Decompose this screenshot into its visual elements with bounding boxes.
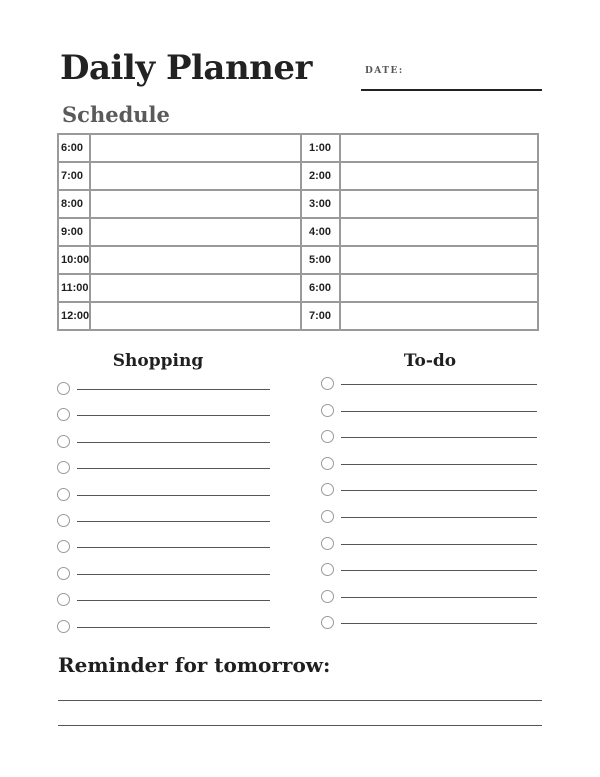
schedule-cell-left[interactable] (91, 247, 300, 273)
shopping-line[interactable] (77, 415, 270, 416)
checkbox-circle-icon[interactable] (57, 408, 70, 421)
schedule-cell-right[interactable] (341, 191, 537, 217)
schedule-time-left: 12:00 (61, 310, 90, 322)
shopping-line[interactable] (77, 600, 270, 601)
checkbox-circle-icon[interactable] (57, 540, 70, 553)
schedule-time-left: 9:00 (61, 226, 84, 238)
schedule-cell-right[interactable] (341, 135, 537, 161)
checkbox-circle-icon[interactable] (321, 590, 334, 603)
checkbox-circle-icon[interactable] (321, 563, 334, 576)
checkbox-circle-icon[interactable] (57, 461, 70, 474)
checkbox-circle-icon[interactable] (321, 537, 334, 550)
todo-line[interactable] (341, 384, 537, 385)
schedule-time-right: 7:00 (309, 310, 332, 322)
todo-item[interactable] (321, 430, 537, 446)
schedule-time-left: 11:00 (61, 282, 89, 294)
reminder-line[interactable] (58, 725, 542, 726)
shopping-line[interactable] (77, 547, 270, 548)
reminder-title: Reminder for tomorrow: (58, 653, 331, 677)
checkbox-circle-icon[interactable] (321, 457, 334, 470)
checkbox-circle-icon[interactable] (321, 616, 334, 629)
todo-item[interactable] (321, 563, 537, 579)
schedule-cell-left[interactable] (91, 303, 300, 329)
schedule-cell-right[interactable] (341, 275, 537, 301)
shopping-item[interactable] (57, 514, 270, 530)
todo-line[interactable] (341, 570, 537, 571)
schedule-time-right: 5:00 (309, 254, 332, 266)
todo-line[interactable] (341, 517, 537, 518)
schedule-row (59, 247, 537, 275)
shopping-item[interactable] (57, 488, 270, 504)
schedule-time-left: 10:00 (61, 254, 90, 266)
todo-item[interactable] (321, 537, 537, 553)
schedule-cell-left[interactable] (91, 191, 300, 217)
todo-item[interactable] (321, 510, 537, 526)
todo-item[interactable] (321, 404, 537, 420)
shopping-line[interactable] (77, 574, 270, 575)
checkbox-circle-icon[interactable] (321, 404, 334, 417)
shopping-line[interactable] (77, 495, 270, 496)
schedule-cell-right[interactable] (341, 163, 537, 189)
shopping-item[interactable] (57, 540, 270, 556)
schedule-time-left: 8:00 (61, 198, 84, 210)
shopping-line[interactable] (77, 468, 270, 469)
checkbox-circle-icon[interactable] (321, 377, 334, 390)
checkbox-circle-icon[interactable] (57, 488, 70, 501)
schedule-cell-right[interactable] (341, 247, 537, 273)
todo-line[interactable] (341, 597, 537, 598)
shopping-item[interactable] (57, 408, 270, 424)
checkbox-circle-icon[interactable] (57, 593, 70, 606)
schedule-cell-right[interactable] (341, 219, 537, 245)
todo-line[interactable] (341, 490, 537, 491)
schedule-row (59, 191, 537, 219)
schedule-time-right: 1:00 (309, 142, 332, 154)
todo-line[interactable] (341, 411, 537, 412)
shopping-line[interactable] (77, 627, 270, 628)
schedule-time-right: 6:00 (309, 282, 332, 294)
todo-line[interactable] (341, 544, 537, 545)
schedule-row (59, 163, 537, 191)
shopping-line[interactable] (77, 442, 270, 443)
checkbox-circle-icon[interactable] (321, 510, 334, 523)
schedule-time-right: 2:00 (309, 170, 332, 182)
shopping-item[interactable] (57, 435, 270, 451)
checkbox-circle-icon[interactable] (57, 620, 70, 633)
schedule-title: Schedule (62, 102, 170, 127)
todo-line[interactable] (341, 464, 537, 465)
page-title: Daily Planner (60, 48, 312, 88)
schedule-row (59, 275, 537, 303)
schedule-cell-left[interactable] (91, 163, 300, 189)
checkbox-circle-icon[interactable] (321, 483, 334, 496)
shopping-item[interactable] (57, 461, 270, 477)
schedule-table (57, 133, 539, 331)
todo-title: To-do (403, 351, 457, 371)
schedule-time-right: 3:00 (309, 198, 332, 210)
checkbox-circle-icon[interactable] (321, 430, 334, 443)
schedule-cell-left[interactable] (91, 135, 300, 161)
shopping-title: Shopping (112, 351, 204, 371)
todo-line[interactable] (341, 623, 537, 624)
schedule-time-right: 4:00 (309, 226, 332, 238)
shopping-item[interactable] (57, 620, 270, 636)
schedule-row (59, 135, 537, 163)
shopping-line[interactable] (77, 389, 270, 390)
todo-item[interactable] (321, 377, 537, 393)
shopping-line[interactable] (77, 521, 270, 522)
schedule-cell-left[interactable] (91, 275, 300, 301)
schedule-row (59, 303, 537, 331)
todo-item[interactable] (321, 483, 537, 499)
todo-line[interactable] (341, 437, 537, 438)
shopping-item[interactable] (57, 593, 270, 609)
shopping-item[interactable] (57, 567, 270, 583)
date-field[interactable] (361, 66, 542, 91)
schedule-time-left: 6:00 (61, 142, 84, 154)
checkbox-circle-icon[interactable] (57, 435, 70, 448)
date-label: DATE: (365, 66, 404, 76)
reminder-line[interactable] (58, 700, 542, 701)
checkbox-circle-icon[interactable] (57, 514, 70, 527)
checkbox-circle-icon[interactable] (57, 382, 70, 395)
checkbox-circle-icon[interactable] (57, 567, 70, 580)
todo-item[interactable] (321, 457, 537, 473)
shopping-item[interactable] (57, 382, 270, 398)
todo-item[interactable] (321, 616, 537, 632)
todo-item[interactable] (321, 590, 537, 606)
schedule-row (59, 219, 537, 247)
schedule-time-left: 7:00 (61, 170, 84, 182)
schedule-cell-left[interactable] (91, 219, 300, 245)
schedule-cell-right[interactable] (341, 303, 537, 329)
